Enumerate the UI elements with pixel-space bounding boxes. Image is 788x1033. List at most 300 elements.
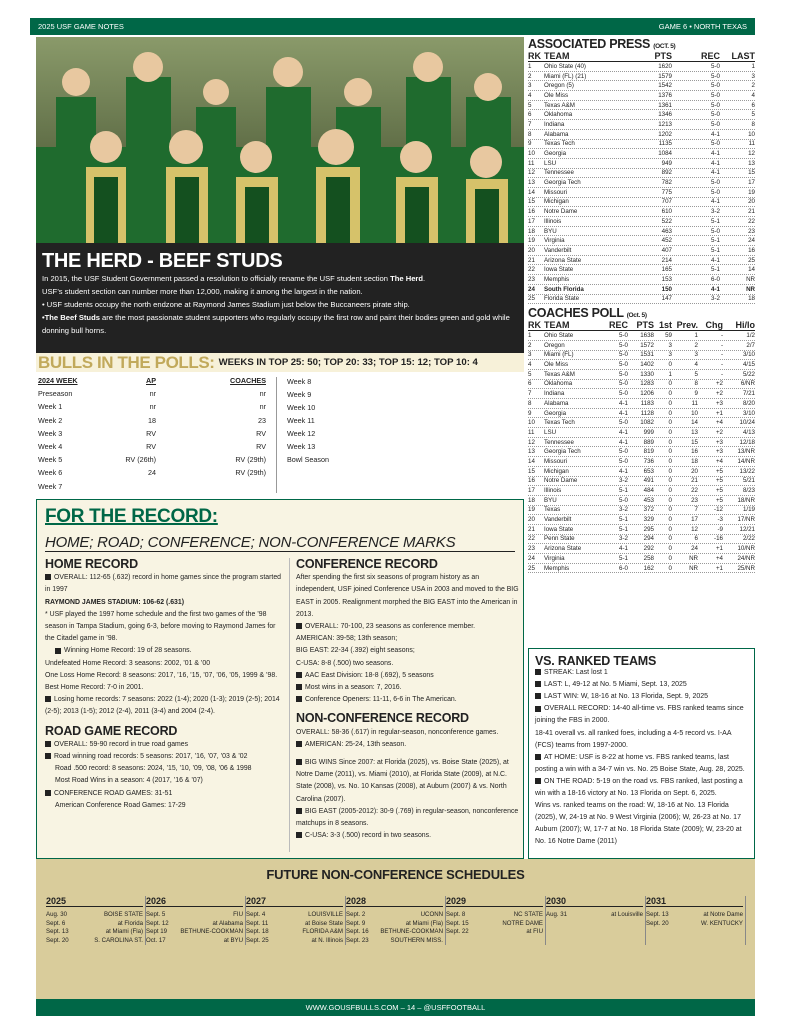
- ap-cell: Virginia: [544, 237, 565, 245]
- ap-cell: 23: [528, 275, 535, 283]
- ap-cell: 18: [748, 295, 755, 303]
- ap-cell: 12: [528, 169, 535, 177]
- future-year: 2027: [246, 896, 343, 907]
- road-winning: [45, 751, 282, 763]
- future-game: [646, 919, 743, 928]
- ap-cell: 5-0: [711, 72, 720, 80]
- bullet-icon: [535, 754, 541, 760]
- coaches-col-header: Hi/lo: [735, 320, 755, 331]
- future-game-date: Sept. 22: [446, 928, 469, 936]
- polls-week: Week 12: [287, 429, 316, 438]
- herd-paragraph-1: [42, 272, 518, 285]
- coaches-cell: Notre Dame: [544, 477, 578, 485]
- coaches-cell: 25: [528, 564, 535, 572]
- nonconference-record-title: NON-CONFERENCE RECORD: [296, 711, 469, 726]
- coaches-cell: 23: [528, 545, 535, 553]
- coaches-cell: 0: [668, 506, 672, 514]
- coaches-cell: 4-1: [619, 438, 628, 446]
- ap-poll-table: [528, 62, 755, 304]
- vs-road: [535, 776, 748, 800]
- ap-col-header: PTS: [654, 51, 672, 61]
- coaches-row: [528, 389, 755, 399]
- coaches-row: [528, 496, 755, 506]
- coaches-cell: LSU: [544, 428, 557, 436]
- ap-row: [528, 198, 755, 208]
- coaches-cell: Tennessee: [544, 438, 574, 446]
- coaches-cell: 12: [691, 525, 698, 533]
- coaches-cell: 0: [668, 516, 672, 524]
- future-year: 2028: [346, 896, 443, 907]
- ap-cell: Alabama: [544, 130, 569, 138]
- coaches-cell: BYU: [544, 496, 557, 504]
- ap-cell: 6: [751, 101, 755, 109]
- coaches-cell: 20: [528, 516, 535, 524]
- ap-cell: 214: [661, 256, 672, 264]
- ap-cell: 5-0: [711, 140, 720, 148]
- ap-cell: Texas Tech: [544, 140, 575, 148]
- conf-intro: After spending the first six seasons of program history as an independent, USF joined Conference USA in 2003 and moved to the BIG EAST in 2005. Realignment morphed the BIG EAST into the American in 2013.: [296, 574, 519, 618]
- conf-openers-text: Conference Openers: 11-11, 6-6 in The American.: [305, 696, 457, 704]
- ap-row: [528, 285, 755, 295]
- ap-row: [528, 120, 755, 130]
- ap-cell: LSU: [544, 159, 557, 167]
- future-game-opponent: SOUTHERN MISS.: [390, 936, 443, 944]
- ap-cell: 5-0: [711, 179, 720, 187]
- coaches-cell: 1: [694, 332, 698, 340]
- coaches-title-text: COACHES POLL: [528, 306, 624, 321]
- coaches-cell: +5: [715, 496, 723, 504]
- coaches-cell: 2/22: [742, 535, 755, 543]
- coaches-cell: 23: [691, 496, 698, 504]
- ap-cell: 5-0: [711, 82, 720, 90]
- nonconf-american: [296, 739, 519, 751]
- home-best: Best Home Record: 7-0 in 2001.: [45, 684, 144, 692]
- ap-cell: 165: [661, 266, 672, 274]
- nonconf-bigwins-text: BIG WINS Since 2007: at Florida (2025), vs. Boise State (2025), at Notre Dame (2011), vs. Miami (2010), at Florida State (2009), at N.C. State (2008), vs. No. 10 Kansas (2008), at Auburn (2007) & vs. North Carolina (2007).: [296, 759, 509, 803]
- coaches-poll-title: [528, 306, 755, 320]
- herd-text: In 2015, the USF Student Government passed a resolution to officially rename the USF student section: [42, 274, 391, 283]
- coaches-cell: 453: [643, 496, 654, 504]
- future-game: [246, 919, 343, 928]
- road-conf: [45, 788, 282, 800]
- future-game-date: Sept. 16: [346, 928, 369, 936]
- ap-cell: 775: [661, 188, 672, 196]
- coaches-cell: 9: [694, 390, 698, 398]
- coaches-row: [528, 457, 755, 467]
- bullet-icon: [296, 741, 302, 747]
- home-winning: [45, 645, 282, 657]
- ap-row: [528, 256, 755, 266]
- polls-header: [36, 353, 524, 372]
- ap-cell: 12: [748, 150, 755, 158]
- ap-cell: Oklahoma: [544, 111, 573, 119]
- coaches-cell: 0: [668, 496, 672, 504]
- coaches-cell: 10: [528, 419, 535, 427]
- future-game-opponent: at Miami (Fla): [405, 919, 443, 927]
- herd-name: The Herd: [390, 274, 424, 283]
- road-conf-text: CONFERENCE ROAD GAMES: 31-51: [54, 789, 173, 797]
- future-game: [146, 936, 243, 945]
- future-game: [246, 910, 343, 919]
- ap-cell: Georgia: [544, 150, 567, 158]
- ap-cell: 5-0: [711, 91, 720, 99]
- ap-cell: 18: [528, 227, 535, 235]
- coaches-cell: +1: [715, 545, 723, 553]
- polls-cell: RV: [256, 442, 266, 452]
- future-game: [446, 910, 543, 919]
- coaches-cell: Oklahoma: [544, 380, 573, 388]
- ap-cell: 6-0: [711, 275, 720, 283]
- future-game-date: Sept. 20: [46, 936, 69, 944]
- coaches-cell: 4-1: [619, 428, 628, 436]
- coaches-cell: 18: [528, 496, 535, 504]
- ap-cell: 1213: [658, 120, 672, 128]
- coaches-col-header: TEAM: [544, 320, 570, 331]
- ap-cell: 15: [528, 198, 535, 206]
- nonconf-bigeast: [296, 806, 519, 830]
- coaches-cell: 20: [691, 467, 698, 475]
- coaches-cell: 5-1: [619, 554, 628, 562]
- coaches-cell: 0: [668, 390, 672, 398]
- ap-cell: 5-0: [711, 101, 720, 109]
- coaches-cell: -3: [717, 516, 723, 524]
- coaches-cell: 24/NR: [737, 554, 755, 562]
- coaches-cell: 10/NR: [737, 545, 755, 553]
- ap-cell: 4-1: [711, 150, 720, 158]
- ap-cell: 3: [528, 82, 532, 90]
- coaches-cell: 2: [528, 341, 532, 349]
- ap-cell: 463: [661, 227, 672, 235]
- coaches-row: [528, 409, 755, 419]
- coaches-cell: 819: [643, 448, 654, 456]
- ap-cell: 4-1: [711, 285, 720, 293]
- ap-cell: 949: [661, 159, 672, 167]
- home-oneloss: One Loss Home Record: 8 seasons: 2017, ’16, ’15, ’07, ’06, ’05, 1999 & ’98.: [45, 671, 278, 679]
- vs-lastwin-text: LAST WIN: W, 18-16 at No. 13 Florida, Sept. 9, 2025: [544, 693, 709, 701]
- ap-cell: 1376: [658, 91, 672, 99]
- conf-mostwins: [296, 682, 519, 694]
- ap-cell: 24: [748, 237, 755, 245]
- record-section: [36, 499, 524, 859]
- coaches-cell: Ole Miss: [544, 361, 569, 369]
- coaches-cell: 5-0: [619, 370, 628, 378]
- vs-home-text: AT HOME: USF is 8-22 at home vs. FBS ranked teams, last posting a win with a 34-7 win vs. No. 25 Boise State, Aug. 28, 2025.: [535, 753, 745, 773]
- vs-streak-text: STREAK: Last lost 1: [544, 669, 608, 677]
- polls-row: [38, 387, 268, 400]
- ap-cell: 707: [661, 198, 672, 206]
- ap-cell: 2: [751, 82, 755, 90]
- coaches-cell: Vanderbilt: [544, 516, 572, 524]
- ap-cell: 16: [748, 246, 755, 254]
- vs-wins: Wins vs. ranked teams on the road: W, 18-16 at No. 13 Florida (2025), W, 24-19 at No. 9 West Virginia (2006); W, 26-23 at No. 17 Auburn (2007); W, 17-7 at No. 18 Florida State (2009); W, 23-20 at No. 16 Notre Dame (2011): [535, 802, 742, 846]
- coaches-row: [528, 331, 755, 341]
- coaches-cell: 0: [668, 525, 672, 533]
- ap-cell: 4-1: [711, 198, 720, 206]
- coaches-cell: 5-1: [619, 516, 628, 524]
- future-game-date: Sept. 5: [146, 910, 166, 918]
- ap-cell: Memphis: [544, 275, 570, 283]
- ap-cell: Vanderbilt: [544, 246, 572, 254]
- coaches-cell: +2: [715, 390, 723, 398]
- ap-row: [528, 169, 755, 179]
- conf-cusa: C-USA: 8-8 (.500) two seasons.: [296, 659, 394, 667]
- future-game: [46, 927, 143, 936]
- ap-cell: 5-1: [711, 266, 720, 274]
- future-year-column: [46, 896, 146, 945]
- ap-cell: 22: [748, 217, 755, 225]
- road-500: Road .500 record: 8 seasons: 2024, ’15, ’10, ’09, ’08, ’06 & 1998: [55, 765, 252, 773]
- coaches-cell: 5-1: [619, 487, 628, 495]
- conf-aaceast-text: AAC East Division: 18-8 (.692), 5 seasons: [305, 671, 434, 679]
- coaches-cell: 295: [643, 525, 654, 533]
- future-game-date: Sept. 6: [46, 919, 66, 927]
- polls-week: Week 10: [287, 403, 316, 412]
- game-label: GAME 6 • NORTH TEXAS: [658, 22, 747, 31]
- future-game: [646, 910, 743, 919]
- ap-cell: 5-0: [711, 120, 720, 128]
- ap-cell: 13: [528, 179, 535, 187]
- ap-row: [528, 246, 755, 256]
- coaches-cell: 21: [528, 525, 535, 533]
- coaches-cell: 5-0: [619, 351, 628, 359]
- coaches-cell: 13/NR: [737, 448, 755, 456]
- bullet-icon: [296, 808, 302, 814]
- polls-row: [38, 427, 268, 440]
- coaches-cell: 21: [691, 477, 698, 485]
- future-game: [346, 927, 443, 936]
- polls-cell: Week 1: [38, 402, 63, 412]
- ap-cell: BYU: [544, 227, 557, 235]
- future-game-opponent: LOUISVILLE: [308, 910, 343, 918]
- coaches-cell: +2: [715, 428, 723, 436]
- coaches-cell: +4: [715, 554, 723, 562]
- coaches-col-header: RK: [528, 320, 541, 331]
- nonconf-cusa-text: C-USA: 3-3 (.500) record in two seasons.: [305, 832, 431, 840]
- coaches-row: [528, 447, 755, 457]
- ap-row: [528, 81, 755, 91]
- coaches-cell: 5-0: [619, 457, 628, 465]
- polls-weeks-list: [276, 377, 329, 493]
- coaches-cell: Penn State: [544, 535, 575, 543]
- future-game-opponent: FIU: [233, 910, 243, 918]
- polls-cell: nr: [259, 389, 266, 399]
- future-game-date: Aug. 31: [546, 910, 568, 918]
- ap-cell: Ohio State (40): [544, 62, 586, 70]
- home-winning-text: Winning Home Record: 19 of 28 seasons.: [64, 647, 192, 655]
- future-game-date: Sept. 20: [646, 919, 669, 927]
- coaches-cell: 0: [668, 545, 672, 553]
- coaches-cell: NR: [689, 564, 698, 572]
- coaches-cell: 162: [643, 564, 654, 572]
- future-year-column: [546, 896, 646, 945]
- herd-paragraph-3: • USF students occupy the north endzone at Raymond James Stadium just below the Buccaneers pirate ship.: [42, 300, 410, 309]
- coaches-row: [528, 554, 755, 564]
- ap-cell: Georgia Tech: [544, 179, 581, 187]
- coaches-cell: +3: [715, 438, 723, 446]
- coaches-cell: 3: [668, 351, 672, 359]
- coaches-cell: 12/21: [739, 525, 755, 533]
- ap-cell: 24: [528, 285, 535, 293]
- coaches-cell: 6: [528, 380, 532, 388]
- coaches-cell: 24: [691, 545, 698, 553]
- coaches-cell: 19: [528, 506, 535, 514]
- coaches-row: [528, 535, 755, 545]
- ap-cell: 5: [751, 111, 755, 119]
- polls-cell: Week 2: [38, 415, 63, 425]
- ap-cell: 19: [748, 188, 755, 196]
- coaches-cell: 7: [694, 506, 698, 514]
- ap-cell: NR: [746, 285, 755, 293]
- student-section-photo: [36, 37, 524, 243]
- coaches-cell: 6: [694, 535, 698, 543]
- coaches-cell: 15: [691, 438, 698, 446]
- coaches-cell: 17: [691, 516, 698, 524]
- ap-cell: 4-1: [711, 169, 720, 177]
- polls-cell: Week 7: [38, 481, 63, 491]
- ap-row: [528, 275, 755, 285]
- coaches-cell: 18: [691, 457, 698, 465]
- polls-row: [38, 440, 268, 453]
- coaches-cell: 17/NR: [737, 516, 755, 524]
- coaches-cell: 1/19: [742, 506, 755, 514]
- herd-paragraph-4: [42, 311, 518, 337]
- coaches-cell: 3-2: [619, 477, 628, 485]
- coaches-cell: 5/21: [742, 477, 755, 485]
- coaches-date: (Oct. 5): [626, 312, 647, 320]
- coaches-cell: -: [720, 370, 723, 378]
- coaches-cell: 0: [668, 467, 672, 475]
- polls-cell: 18: [148, 415, 156, 425]
- future-year: 2029: [446, 896, 543, 907]
- future-game-opponent: BOISE STATE: [103, 910, 143, 918]
- future-game-date: Sept. 4: [246, 910, 266, 918]
- future-game: [446, 919, 543, 928]
- ap-cell: Missouri: [544, 188, 568, 196]
- coaches-cell: 11: [691, 399, 698, 407]
- coaches-poll-table: [528, 331, 755, 573]
- coaches-cell: 1283: [640, 380, 654, 388]
- future-schedules-grid: [46, 896, 746, 945]
- coaches-row: [528, 418, 755, 428]
- coaches-cell: 1183: [640, 399, 654, 407]
- coaches-cell: +5: [715, 487, 723, 495]
- vs-streak: [535, 667, 748, 679]
- ap-cell: 5-0: [711, 227, 720, 235]
- coaches-cell: 17: [528, 487, 535, 495]
- ap-cell: NR: [746, 275, 755, 283]
- ap-cell: 1135: [658, 140, 672, 148]
- polls-cell: RV: [146, 428, 156, 438]
- home-record-title: HOME RECORD: [45, 557, 138, 571]
- ap-cell: 2: [528, 72, 532, 80]
- future-game-opponent: NC STATE: [513, 910, 543, 918]
- home-rj-text: RAYMOND JAMES STADIUM: 106-62 (.631): [45, 598, 184, 606]
- coaches-cell: Oregon: [544, 341, 565, 349]
- conf-openers: [296, 694, 519, 706]
- future-year-column: [246, 896, 346, 945]
- future-game-date: Sept. 13: [646, 910, 669, 918]
- conf-bigeast: BIG EAST: 22-34 (.392) eight seasons;: [296, 647, 415, 655]
- future-game: [46, 919, 143, 928]
- vs-overall: [535, 703, 748, 727]
- polls-cell: nr: [149, 389, 156, 399]
- ap-col-header: TEAM: [544, 51, 570, 61]
- coaches-cell: 22: [691, 487, 698, 495]
- ap-row: [528, 140, 755, 150]
- coaches-cell: 1206: [640, 390, 654, 398]
- future-game-date: Sept. 25: [246, 936, 269, 944]
- polls-cell: RV: [256, 428, 266, 438]
- ap-cell: 147: [661, 295, 672, 303]
- coaches-row: [528, 428, 755, 438]
- ap-row: [528, 149, 755, 159]
- ap-poll-title: [528, 37, 755, 51]
- ap-cell: Arizona State: [544, 256, 582, 264]
- coaches-cell: 5-0: [619, 341, 628, 349]
- ap-cell: 782: [661, 179, 672, 187]
- coaches-cell: 7: [528, 390, 532, 398]
- polls-week: Week 13: [287, 442, 316, 451]
- ap-cell: 150: [661, 285, 672, 293]
- coaches-cell: 3: [528, 351, 532, 359]
- coaches-cell: 12: [528, 438, 535, 446]
- coaches-cell: 999: [643, 428, 654, 436]
- ap-cell: 1202: [658, 130, 672, 138]
- beef-studs-name: •The Beef Studs: [42, 313, 100, 322]
- coaches-col-header: Chg: [705, 320, 723, 331]
- road-overall: [45, 739, 282, 751]
- coaches-cell: 0: [668, 477, 672, 485]
- future-game: [446, 927, 543, 936]
- bullet-icon: [296, 672, 302, 678]
- coaches-cell: 5-0: [619, 361, 628, 369]
- coaches-row: [528, 515, 755, 525]
- conf-overall-text: OVERALL: 70-100, 23 seasons as conference member.: [305, 623, 476, 631]
- road-winning-text: Road winning road records: 5 seasons: 2017, ’16, ’07, ’03 & ’02: [54, 753, 248, 761]
- polls-row: [38, 466, 268, 479]
- coaches-cell: 4: [694, 361, 698, 369]
- coaches-cell: 0: [668, 409, 672, 417]
- coaches-cell: 14: [691, 419, 698, 427]
- coaches-cell: 5-0: [619, 419, 628, 427]
- road-record-title: ROAD GAME RECORD: [45, 723, 178, 738]
- vs-all: 18-41 overall vs. all ranked foes, including a 4-5 record vs. I-AA (FCS) teams from 1997-2000.: [535, 729, 732, 749]
- nonconf-bigeast-text: BIG EAST (2005-2012): 30-9 (.769) in regular-season, nonconference matchups in 8 seasons.: [296, 807, 519, 828]
- ap-cell: Ole Miss: [544, 91, 569, 99]
- coaches-cell: 4/13: [742, 428, 755, 436]
- coaches-cell: 1402: [640, 361, 654, 369]
- ap-cell: 1084: [658, 150, 672, 158]
- polls-row: [38, 480, 268, 493]
- polls-header-cell: 2024 WEEK: [38, 376, 78, 386]
- conf-american: AMERICAN: 39-58; 13th season;: [296, 635, 398, 643]
- polls-cell: nr: [149, 402, 156, 412]
- ap-cell: 4-1: [711, 256, 720, 264]
- ap-poll-header: [528, 51, 755, 62]
- coaches-row: [528, 486, 755, 496]
- polls-week: Week 9: [287, 390, 312, 399]
- record-title: FOR THE RECORD:: [45, 506, 218, 527]
- ap-cell: 5-1: [711, 217, 720, 225]
- coaches-cell: +4: [715, 419, 723, 427]
- coaches-col-header: REC: [608, 320, 628, 331]
- future-game: [346, 919, 443, 928]
- future-game: [146, 919, 243, 928]
- ap-cell: Michigan: [544, 198, 569, 206]
- coaches-cell: 0: [668, 361, 672, 369]
- vs-last: [535, 679, 748, 691]
- coaches-cell: 14/NR: [737, 457, 755, 465]
